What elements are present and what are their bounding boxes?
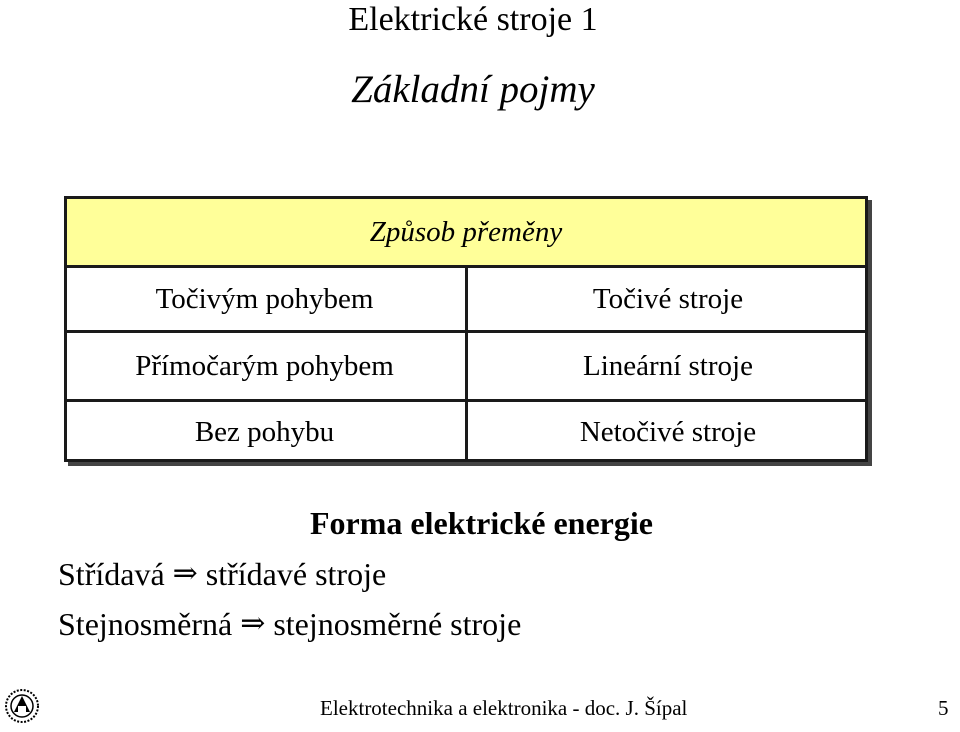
table-row-left: Točivým pohybem	[155, 282, 374, 315]
table-row-right: Točivé stroje	[592, 282, 744, 315]
table-row-right: Lineární stroje	[583, 349, 753, 382]
university-seal-icon	[4, 686, 40, 726]
table-row-left: Přímočarým pohybem	[135, 349, 394, 382]
table-heading: Způsob přeměny	[64, 196, 868, 268]
conversion-table	[64, 196, 868, 462]
energy-from: Střídavá	[58, 556, 165, 592]
energy-from: Stejnosměrná	[58, 606, 233, 642]
energy-line	[58, 606, 521, 642]
implies-arrow-icon: ⇒	[172, 556, 198, 591]
energy-to: stejnosměrné stroje	[273, 606, 522, 642]
energy-to: střídavé stroje	[205, 556, 387, 592]
page-title: Elektrické stroje 1	[348, 1, 598, 38]
energy-line	[58, 556, 386, 592]
table-row-right: Netočivé stroje	[579, 415, 757, 448]
energy-heading: Forma elektrické energie	[310, 505, 653, 541]
footer-text: Elektrotechnika a elektronika - doc. J. Šípal	[320, 696, 688, 720]
table-row-left: Bez pohybu	[194, 415, 335, 448]
page-subtitle: Základní pojmy	[351, 68, 595, 111]
page-number: 5	[938, 696, 949, 720]
implies-arrow-icon: ⇒	[240, 606, 266, 641]
